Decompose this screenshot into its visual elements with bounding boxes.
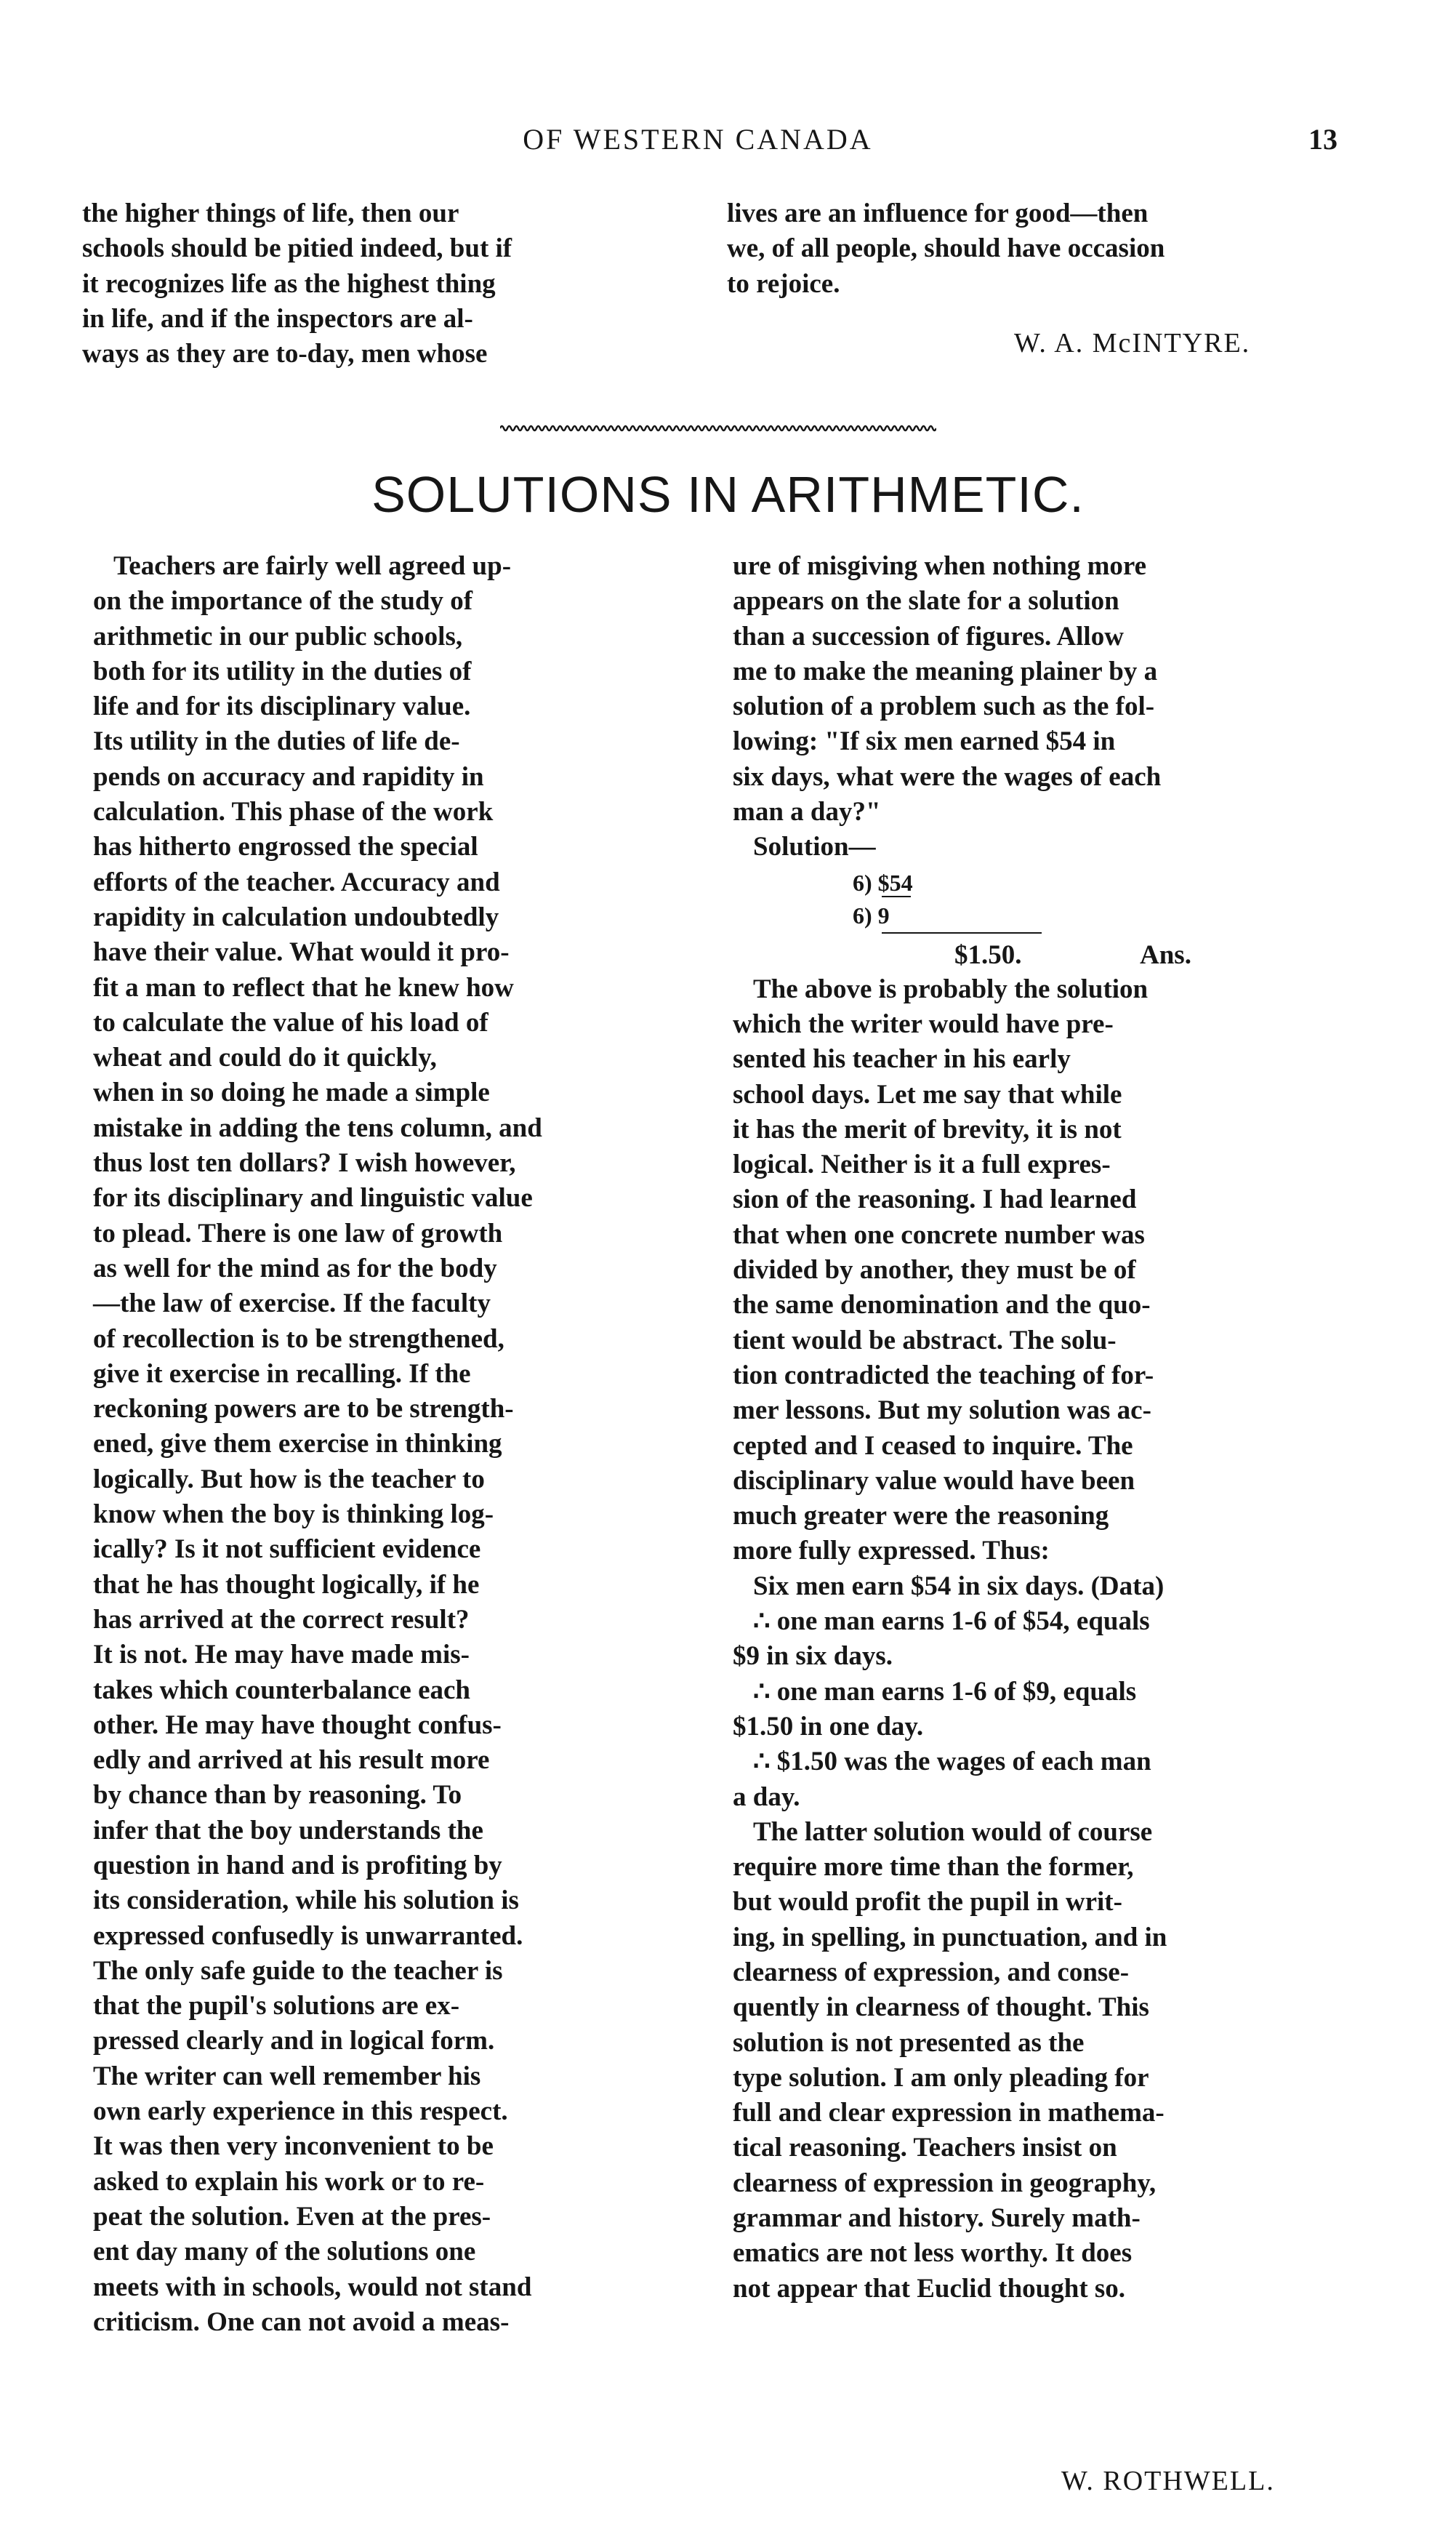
solution-step-1: 6) $54 [853,869,913,896]
text-line: mistake in adding the tens column, and [93,1113,542,1143]
text-line: sion of the reasoning. I had learned [733,1185,1137,1215]
text-line: that he has thought logically, if he [93,1569,480,1600]
text-line: solution is not presented as the [733,2027,1085,2058]
text-line: more fully expressed. Thus: [733,1536,1050,1566]
text-line: Its utility in the duties of life de- [93,726,460,757]
text-line: to plead. There is one law of growth [93,1218,503,1249]
text-line: life and for its disciplinary value. [93,692,471,722]
text-line: rapidity in calculation undoubtedly [93,902,499,932]
text-line: edly and arrived at his result more [93,1745,490,1776]
text-line: logically. But how is the teacher to [93,1464,485,1494]
text-line: its consideration, while his solution is [93,1885,519,1916]
text-line: which the writer would have pre- [733,1009,1114,1039]
text-line: ematics are not less worthy. It does [733,2238,1133,2269]
text-line: thus lost ten dollars? I wish however, [93,1148,516,1179]
text-line: tion contradicted the teaching of for- [733,1360,1154,1390]
text-line: know when the boy is thinking log- [93,1499,494,1530]
text-line: arithmetic in our public schools, [93,621,463,652]
text-line: The only safe guide to the teacher is [93,1955,503,1986]
text-line: have their value. What would it pro- [93,937,510,968]
text-line: quently in clearness of thought. This [733,1992,1149,2023]
text-line: the higher things of life, then our [82,199,459,228]
article-left-column [93,549,691,2340]
text-line: pressed clearly and in logical form. [93,2026,495,2056]
text-line: solution of a problem such as the fol- [733,692,1155,722]
text-line: ∴ one man earns 1-6 of $54, equals [753,1606,1150,1637]
text-line: it has the merit of brevity, it is not [733,1114,1122,1145]
text-line: ways as they are to-day, men whose [82,339,488,369]
step-1-underline [882,896,911,897]
text-line: efforts of the teacher. Accuracy and [93,867,500,897]
solution-label: Solution— [753,832,876,862]
text-line: calculation. This phase of the work [93,797,494,827]
text-line: when in so doing he made a simple [93,1078,490,1108]
previous-article-left-column [82,196,678,372]
text-line: to rejoice. [727,268,840,299]
text-line: question in hand and is profiting by [93,1850,502,1880]
article-right-paragraph-2 [733,972,1359,2306]
solution-work [733,865,1359,993]
article-right-paragraph-1 [733,549,1359,830]
text-line: has arrived at the correct result? [93,1604,470,1635]
text-line: disciplinary value would have been [733,1465,1135,1496]
text-line: The writer can well remember his [93,2061,481,2091]
result-rule [882,932,1042,934]
text-line: It is not. He may have made mis- [93,1640,470,1670]
text-line: that the pupil's solutions are ex- [93,1991,460,2021]
text-line: $9 in six days. [733,1641,893,1672]
article-right-column [733,549,1359,2306]
text-line: own early experience in this respect. [93,2096,508,2127]
text-line: as well for the mind as for the body [93,1253,497,1283]
text-line: both for its utility in the duties of [93,656,472,686]
wavy-separator [500,423,936,433]
text-line: by chance than by reasoning. To [93,1780,462,1811]
page-number: 13 [1308,123,1338,156]
text-line: for its disciplinary and linguistic value [93,1183,533,1214]
text-line: appears on the slate for a solution [733,586,1119,617]
text-line: require more time than the former, [733,1852,1134,1883]
text-line: takes which counterbalance each [93,1675,470,1705]
text-line: ened, give them exercise in thinking [93,1429,502,1459]
text-line: ing, in spelling, in punctuation, and in [733,1922,1167,1952]
text-line: The latter solution would of course [753,1816,1153,1847]
text-line: we, of all people, should have occasion [727,233,1165,264]
text-line: ∴ $1.50 was the wages of each man [753,1747,1151,1777]
text-line: but would profit the pupil in writ- [733,1887,1122,1917]
text-line: ically? Is it not sufficient evidence [93,1534,481,1565]
text-line: on the importance of the study of [93,586,473,617]
running-head: OF WESTERN CANADA [523,123,873,156]
text-line: it recognizes life as the highest thing [82,268,496,299]
text-line: school days. Let me say that while [733,1079,1122,1110]
article-title: SOLUTIONS IN ARITHMETIC. [371,466,1085,523]
answer-label: Ans. [1140,939,1191,970]
text-line: tient would be abstract. The solu- [733,1325,1117,1355]
text-line: man a day?" [733,797,881,827]
text-line: type solution. I am only pleading for [733,2062,1149,2093]
solution-result: $1.50. [954,939,1022,970]
text-line: in life, and if the inspectors are al- [82,303,473,334]
text-line: lowing: "If six men earned $54 in [733,726,1116,757]
text-line: infer that the boy understands the [93,1815,483,1845]
solution-step-2: 6) 9 [853,902,890,929]
text-line: pends on accuracy and rapidity in [93,761,484,792]
text-line: mer lessons. But my solution was ac- [733,1395,1151,1426]
text-line: expressed confusedly is unwarranted. [93,1920,523,1951]
text-line: asked to explain his work or to re- [93,2166,485,2197]
text-line: me to make the meaning plainer by a [733,656,1158,686]
text-line: the same denomination and the quo- [733,1290,1151,1320]
text-line: give it exercise in recalling. If the [93,1358,471,1389]
text-line: $1.50 in one day. [733,1711,924,1742]
text-line: tical reasoning. Teachers insist on [733,2133,1117,2163]
text-line: The above is probably the solution [753,974,1149,1004]
text-line: of recollection is to be strengthened, [93,1323,504,1354]
text-line: logical. Neither is it a full expres- [733,1150,1111,1180]
text-line: has hitherto engrossed the special [93,832,478,862]
page-header [0,122,1456,166]
article-signature: W. ROTHWELL. [1061,2466,1275,2496]
text-line: clearness of expression in geography, [733,2168,1157,2198]
text-line: ure of misgiving when nothing more [733,551,1147,581]
text-line: a day. [733,1781,800,1812]
text-line: cepted and I ceased to inquire. The [733,1430,1133,1461]
text-line: reckoning powers are to be strength- [93,1394,514,1424]
text-line: sented his teacher in his early [733,1044,1071,1075]
text-line: six days, what were the wages of each [733,761,1162,792]
text-line: to calculate the value of his load of [93,1007,488,1038]
text-line: peat the solution. Even at the pres- [93,2201,491,2232]
text-line: other. He may have thought confus- [93,1710,502,1740]
text-line: than a succession of figures. Allow [733,621,1124,652]
text-line: clearness of expression, and conse- [733,1957,1130,1987]
text-line: criticism. One can not avoid a meas- [93,2306,510,2337]
text-line: meets with in schools, would not stand [93,2272,532,2302]
text-line: lives are an influence for good—then [727,199,1149,228]
text-line: full and clear expression in mathema- [733,2098,1165,2128]
previous-article-right-column [727,196,1367,302]
text-line: wheat and could do it quickly, [93,1043,437,1073]
text-line: that when one concrete number was [733,1219,1145,1250]
previous-article-signature: W. A. McINTYRE. [1014,328,1251,358]
text-line: ent day many of the solutions one [93,2237,476,2267]
text-line: ∴ one man earns 1-6 of $9, equals [753,1676,1137,1707]
text-line: schools should be pitied indeed, but if [82,233,512,264]
text-line: fit a man to reflect that he knew how [93,972,514,1003]
text-line: Six men earn $54 in six days. (Data) [753,1571,1165,1601]
text-line: much greater were the reasoning [733,1501,1109,1531]
text-line: divided by another, they must be of [733,1255,1136,1286]
text-line: grammar and history. Surely math- [733,2203,1141,2234]
text-line: It was then very inconvenient to be [93,2131,494,2162]
text-line: not appear that Euclid thought so. [733,2273,1126,2304]
text-line: —the law of exercise. If the faculty [93,1288,491,1319]
text-line: Teachers are fairly well agreed up- [113,551,512,581]
